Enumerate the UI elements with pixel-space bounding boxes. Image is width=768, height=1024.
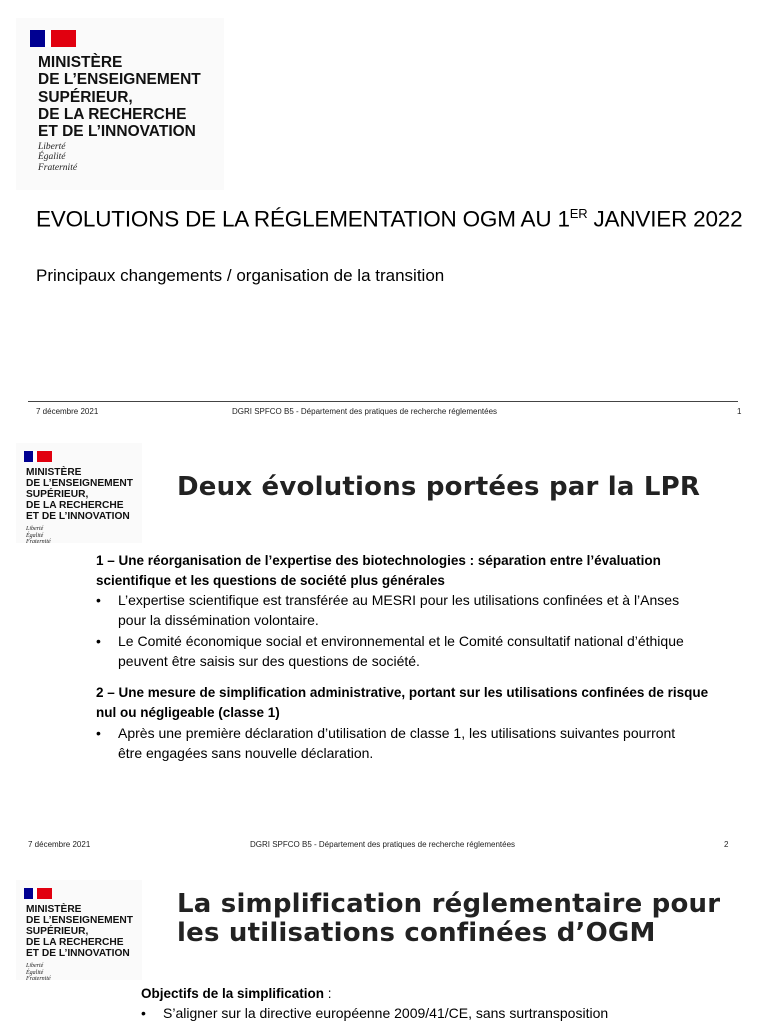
list-item: • Après une première déclaration d’utilisation de classe 1, les utilisations suivantes pourront être engagées sans nouvelle déclaration. xyxy=(96,725,676,762)
ministry-logo xyxy=(16,18,224,190)
footer-date: 7 décembre 2021 xyxy=(36,407,99,416)
bullet-icon: • xyxy=(96,592,101,608)
slide-title: Deux évolutions portées par la LPR xyxy=(177,472,701,502)
republic-motto: Liberté Égalité Fraternité xyxy=(38,142,78,173)
section-1-bullets xyxy=(96,590,686,671)
section-2-heading: 2 – Une mesure de simplification administrative, portant sur les utilisations confinées de risque nul ou négligeable (classe 1) xyxy=(96,685,709,720)
slide-1 xyxy=(0,0,768,432)
footer-divider xyxy=(28,401,738,402)
french-flag-icon xyxy=(24,888,52,899)
section-2-bullets xyxy=(96,723,686,764)
list-item: • L’expertise scientifique est transférée au MESRI pour les utilisations confinées et à l’Anses pour la dissémination volontaire. xyxy=(96,592,680,629)
slide-2 xyxy=(0,437,768,869)
footer-page-number: 2 xyxy=(724,840,729,849)
slide-title: EVOLUTIONS DE LA RÉGLEMENTATION OGM AU 1ER JANVIER 2022 xyxy=(36,206,743,232)
footer-page-number: 1 xyxy=(737,407,742,416)
slide-3 xyxy=(0,874,768,1024)
objectives-heading: Objectifs de la simplification : xyxy=(141,986,332,1001)
section-1-heading: 1 – Une réorganisation de l’expertise des biotechnologies : séparation entre l’évaluation scientifique et les questions de société plus générales xyxy=(96,553,661,588)
bullet-icon: • xyxy=(96,632,101,649)
footer-date: 7 décembre 2021 xyxy=(28,840,91,849)
slide-title: La simplification réglementaire pour les utilisations confinées d’OGM xyxy=(177,889,721,949)
list-item: • S’aligner sur la directive européenne 2009/41/CE, sans surtransposition xyxy=(141,1003,741,1023)
ministry-logo xyxy=(16,443,142,546)
slide-subtitle: Principaux changements / organisation de la transition xyxy=(36,266,445,285)
ministry-logo xyxy=(16,880,142,983)
ministry-name: MINISTÈRE DE L’ENSEIGNEMENT SUPÉRIEUR, DE LA RECHERCHE ET DE L’INNOVATION xyxy=(26,467,133,523)
republic-motto: Liberté Égalité Fraternité xyxy=(26,526,51,546)
list-item: • Le Comité économique social et environnemental et le Comité consultatif national d’éthique peuvent être saisis sur des questions de société. xyxy=(96,632,684,669)
footer-department: DGRI SPFCO B5 - Département des pratiques de recherche réglementées xyxy=(232,407,498,416)
french-flag-icon xyxy=(24,451,52,462)
footer-department: DGRI SPFCO B5 - Département des pratiques de recherche réglementées xyxy=(250,840,516,849)
bullet-icon: • xyxy=(96,725,101,741)
republic-motto: Liberté Égalité Fraternité xyxy=(26,963,51,983)
french-flag-icon xyxy=(30,30,76,47)
ministry-name: MINISTÈRE DE L’ENSEIGNEMENT SUPÉRIEUR, DE LA RECHERCHE ET DE L’INNOVATION xyxy=(26,904,133,960)
ministry-name: MINISTÈRE DE L’ENSEIGNEMENT SUPÉRIEUR, DE LA RECHERCHE ET DE L’INNOVATION xyxy=(38,54,201,141)
objectives-bullets xyxy=(141,1003,741,1023)
bullet-icon: • xyxy=(141,1005,146,1021)
